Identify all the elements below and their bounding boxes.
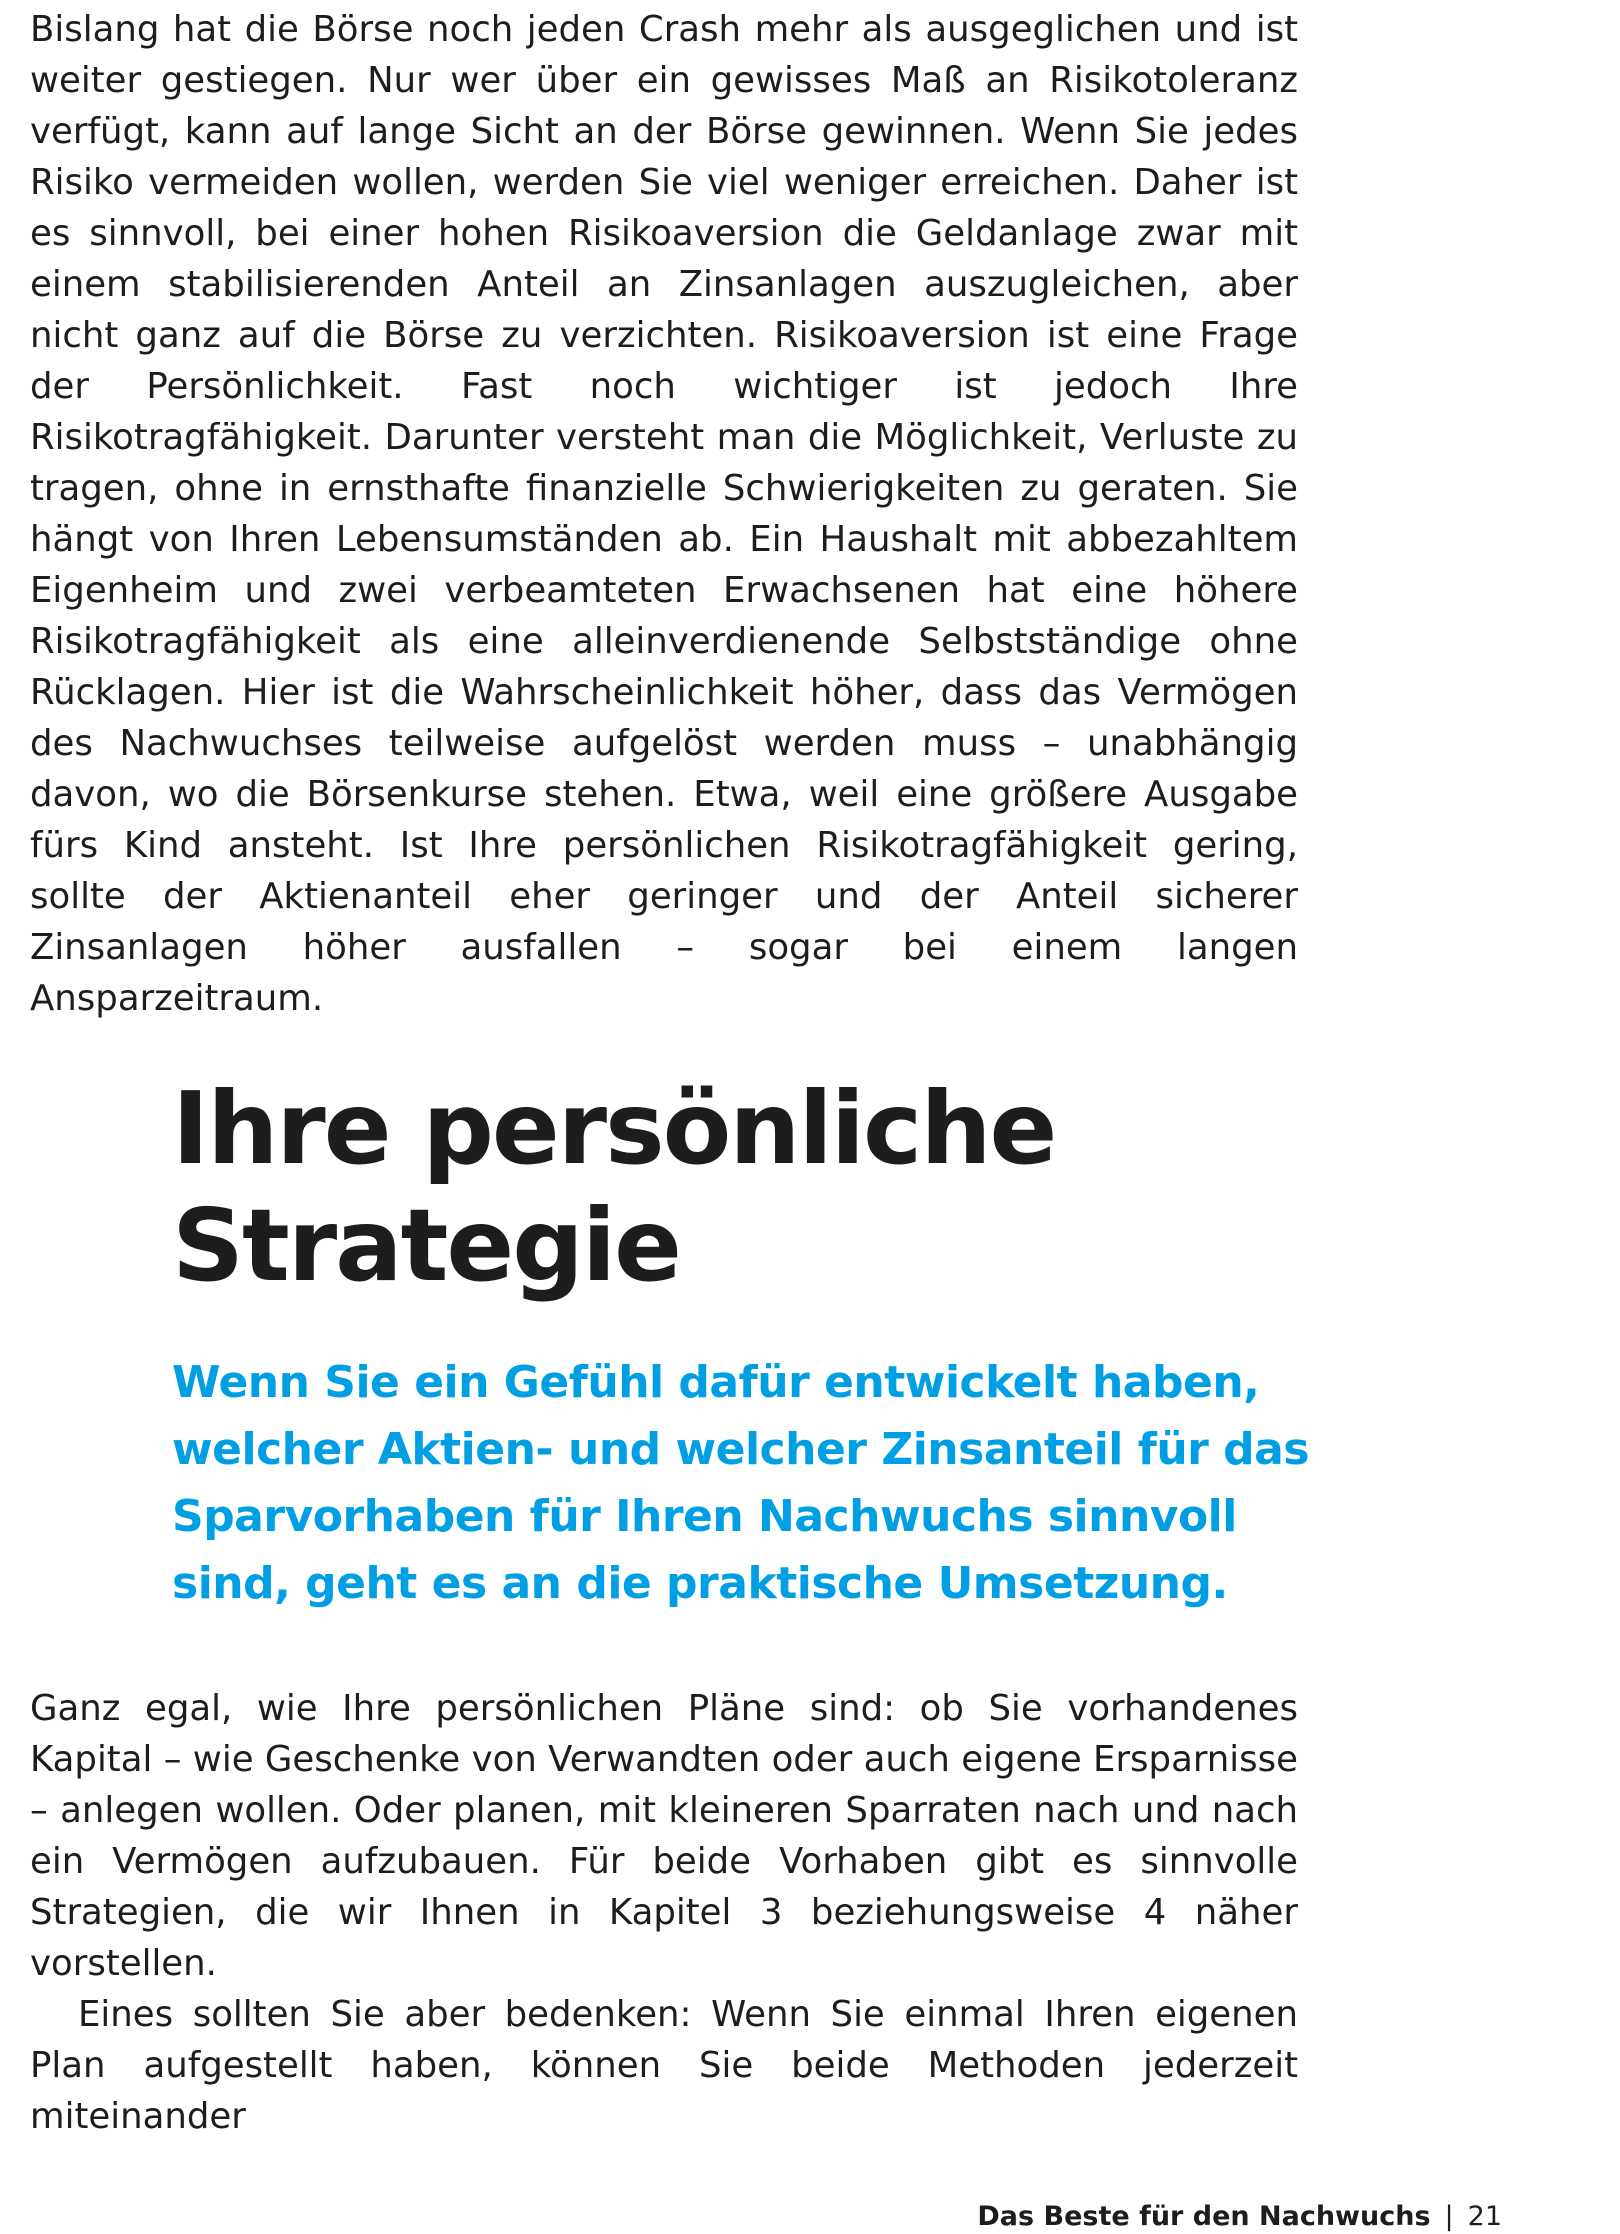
page-footer [977,2200,1502,2234]
page-number: 21 [1467,2201,1502,2232]
lead-line-3: Sparvorhaben für Ihren Nachwuchs sinnvoll [172,1491,1237,1542]
lead-line-1: Wenn Sie ein Gefühl dafür entwickelt haben, [172,1357,1260,1408]
lead-line-4: sind, geht es an die praktische Umsetzung. [172,1558,1228,1609]
section-heading [172,1070,1292,1304]
strategy-text-block [30,1683,1298,2142]
lead-line-2: welcher Aktien- und welcher Zinsanteil für das [172,1424,1310,1475]
running-title: Das Beste für den Nachwuchs [977,2201,1431,2232]
footer-separator: | [1444,2201,1454,2232]
lead-paragraph [172,1349,1310,1617]
body-paragraph-3: Eines sollten Sie aber bedenken: Wenn Sie einmal Ihren eigenen Plan aufgestellt haben, können Sie beide Methoden jederzeit miteinander [30,1994,1298,2137]
intro-text-block [30,4,1298,1024]
section-heading-line-1: Ihre persönliche [172,1070,1056,1187]
section-heading-line-2: Strategie [172,1187,680,1304]
intro-paragraph: Bislang hat die Börse noch jeden Crash mehr als ausgeglichen und ist weiter gestiegen. Nur wer über ein gewisses Maß an Risikotoleranz verfügt, kann auf lange Sicht an der Börse gewinnen. Wenn Sie jedes Risiko vermeiden wollen, werden Sie viel weniger erreichen. Daher ist es sinnvoll, bei einer hohen Risikoaversion die Geldanlage zwar mit einem stabilisierenden Anteil an Zinsanlagen auszugleichen, aber nicht ganz auf die Börse zu verzichten. Risikoaversion ist eine Frage der Persönlichkeit. Fast noch wichtiger ist jedoch Ihre Risikotragfähigkeit. Darunter versteht man die Möglichkeit, Verluste zu tragen, ohne in ernsthafte finanzielle Schwierigkeiten zu geraten. Sie hängt von Ihren Lebensumständen ab. Ein Haushalt mit abbezahltem Eigenheim und zwei verbeamteten Erwachsenen hat eine höhere Risikotragfähigkeit als eine alleinverdienende Selbstständige ohne Rücklagen. Hier ist die Wahrscheinlichkeit höher, dass das Vermögen des Nachwuchses teilweise aufgelöst werden muss – unabhängig davon, wo die Börsenkurse stehen. Etwa, weil eine größere Ausgabe fürs Kind ansteht. Ist Ihre persönlichen Risikotragfähigkeit gering, sollte der Aktienanteil eher geringer und der Anteil sicherer Zinsanlagen höher ausfallen – sogar bei einem langen Ansparzeitraum. [30,9,1298,1019]
body-paragraph-2: Ganz egal, wie Ihre persönlichen Pläne sind: ob Sie vorhandenes Kapital – wie Geschenke von Verwandten oder auch eigene Ersparnisse – anlegen wollen. Oder planen, mit kleineren Sparraten nach und nach ein Vermögen aufzubauen. Für beide Vorhaben gibt es sinnvolle Strategien, die wir Ihnen in Kapitel 3 beziehungsweise 4 näher vorstellen. [30,1688,1298,1984]
